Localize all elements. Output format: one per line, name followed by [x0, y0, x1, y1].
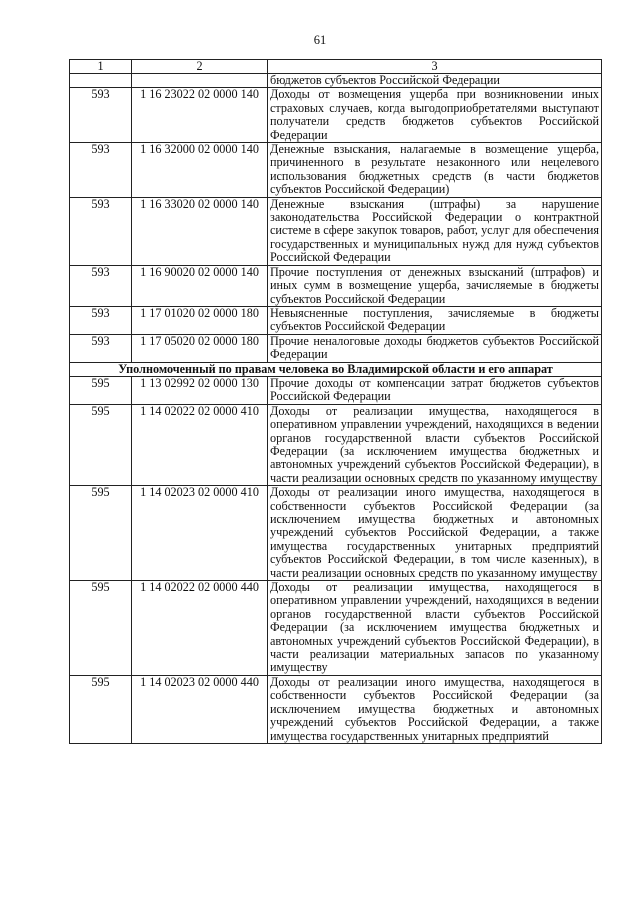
budget-code-cell: 1 16 33020 02 0000 140	[132, 197, 268, 265]
budget-code-cell: 1 16 32000 02 0000 140	[132, 143, 268, 198]
budget-code-cell: 1 16 90020 02 0000 140	[132, 265, 268, 306]
description-cell: Денежные взыскания, налагаемые в возмещение ущерба, причиненного в результате незаконного или нецелевого использования бюджетных средств (в части бюджетов субъектов Российской Федерации)	[268, 143, 602, 198]
table-header-row	[70, 60, 602, 74]
section-heading-row	[70, 362, 602, 376]
header-cell-2: 2	[132, 60, 268, 74]
budget-code-cell: 1 13 02992 02 0000 130	[132, 376, 268, 404]
description-cell: Прочие неналоговые доходы бюджетов субъектов Российской Федерации	[268, 334, 602, 362]
continuation-text: бюджетов субъектов Российской Федерации	[268, 74, 602, 88]
page-number: 61	[313, 33, 327, 47]
description-cell: Прочие поступления от денежных взысканий (штрафов) и иных сумм в возмещение ущерба, зачисляемые в бюджеты субъектов Российской Федерации	[268, 265, 602, 306]
header-cell-3: 3	[268, 60, 602, 74]
admin-code-cell: 593	[70, 265, 132, 306]
table-row	[70, 197, 602, 265]
admin-code-cell: 593	[70, 334, 132, 362]
admin-code-cell: 593	[70, 88, 132, 143]
admin-code-cell: 595	[70, 486, 132, 581]
budget-code-cell: 1 17 05020 02 0000 180	[132, 334, 268, 362]
budget-code-cell: 1 14 02023 02 0000 440	[132, 675, 268, 743]
description-cell: Доходы от реализации иного имущества, находящегося в собственности субъектов Российской Федерации (за исключением имущества бюджетных и автономных учреждений субъектов Российской Федерации, а также имущества государственных унитарных предприятий	[268, 675, 602, 743]
budget-codes-table	[69, 59, 602, 744]
description-cell: Доходы от реализации имущества, находящегося в оперативном управлении учреждений, находящихся в ведении органов государственной власти субъектов Российской Федерации (за исключением имущества бюджетных и автономных учреждений субъектов Российской Федерации), в части реализации основных средств по указанному имуществу	[268, 404, 602, 485]
admin-code-cell: 593	[70, 197, 132, 265]
header-cell-1: 1	[70, 60, 132, 74]
budget-code-cell: 1 14 02023 02 0000 410	[132, 486, 268, 581]
budget-code-cell: 1 14 02022 02 0000 410	[132, 404, 268, 485]
table-row	[70, 486, 602, 581]
budget-code-cell: 1 16 23022 02 0000 140	[132, 88, 268, 143]
table-row	[70, 306, 602, 334]
admin-code-cell: 593	[70, 143, 132, 198]
description-cell: Доходы от реализации имущества, находящегося в оперативном управлении учреждений, находящихся в ведении органов государственной власти субъектов Российской Федерации (за исключением имущества бюджетных и автономных учреждений субъектов Российской Федерации), в части реализации материальных запасов по указанному имуществу	[268, 581, 602, 676]
admin-code-cell: 593	[70, 306, 132, 334]
table-row	[70, 675, 602, 743]
admin-code-cell: 595	[70, 675, 132, 743]
description-cell: Доходы от возмещения ущерба при возникновении иных страховых случаев, когда выгодоприобретателями выступают получатели средств бюджетов субъектов Российской Федерации	[268, 88, 602, 143]
continuation-row	[70, 74, 602, 88]
admin-code-cell: 595	[70, 404, 132, 485]
table-row	[70, 581, 602, 676]
table-row	[70, 143, 602, 198]
table-row	[70, 334, 602, 362]
description-cell: Невыясненные поступления, зачисляемые в бюджеты субъектов Российской Федерации	[268, 306, 602, 334]
admin-code-cell: 595	[70, 376, 132, 404]
budget-code-cell: 1 14 02022 02 0000 440	[132, 581, 268, 676]
description-cell: Доходы от реализации иного имущества, находящегося в собственности субъектов Российской Федерации (за исключением имущества бюджетных и автономных учреждений субъектов Российской Федерации, а также имущества государственных унитарных предприятий субъектов Российской Федерации, в том числе казенных), в части реализации основных средств по указанному имуществу	[268, 486, 602, 581]
table-row	[70, 265, 602, 306]
description-cell: Прочие доходы от компенсации затрат бюджетов субъектов Российской Федерации	[268, 376, 602, 404]
description-cell: Денежные взыскания (штрафы) за нарушение законодательства Российской Федерации о контрактной системе в сфере закупок товаров, работ, услуг для обеспечения государственных и муниципальных нужд для нужд субъектов Российской Федерации	[268, 197, 602, 265]
table-row	[70, 376, 602, 404]
budget-code-cell: 1 17 01020 02 0000 180	[132, 306, 268, 334]
table-row	[70, 88, 602, 143]
section-heading: Уполномоченный по правам человека во Владимирской области и его аппарат	[70, 362, 602, 376]
admin-code-cell: 595	[70, 581, 132, 676]
table-row	[70, 404, 602, 485]
